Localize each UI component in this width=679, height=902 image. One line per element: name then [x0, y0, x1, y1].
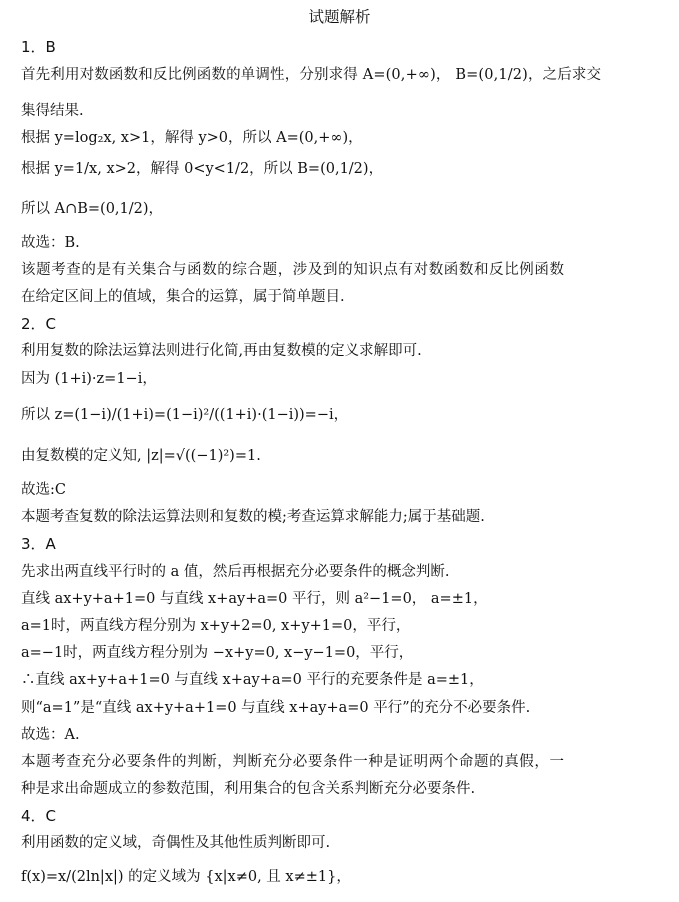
solution-1-comment: 在给定区间上的值域，集合的运算，属于简单题目.: [21, 289, 345, 305]
solution-3-line: 直线 ax+y+a+1=0 与直线 x+ay+a=0 平行，则 a²−1=0， a=±1，: [21, 591, 488, 607]
solution-3-line: 先求出两直线平行时的 a 值，然后再根据充分必要条件的概念判断.: [21, 564, 450, 580]
solution-3-choice: 故选：A.: [21, 727, 80, 743]
solution-3-comment: 本题考查充分必要条件的判断，判断充分必要条件一种是证明两个命题的真假，一: [21, 754, 565, 770]
solution-2-choice: 故选:C: [21, 482, 66, 498]
solution-1-line: 根据 y=log₂x, x>1，解得 y>0，所以 A=(0,+∞)，: [21, 130, 363, 146]
answer-2-heading: 2．C: [21, 315, 57, 333]
solution-3-comment: 种是求出命题成立的参数范围，利用集合的包含关系判断充分必要条件.: [21, 781, 476, 797]
page-title: 试题解析: [308, 8, 371, 26]
solution-4-line: 利用函数的定义域，奇偶性及其他性质判断即可.: [21, 835, 331, 851]
solution-1-comment: 该题考查的是有关集合与函数的综合题，涉及到的知识点有对数函数和反比例函数: [21, 262, 565, 278]
answer-4-heading: 4．C: [21, 807, 57, 825]
solution-3-line: ∴直线 ax+y+a+1=0 与直线 x+ay+a=0 平行的充要条件是 a=±1，: [21, 672, 484, 688]
solution-1-choice: 故选：B.: [21, 235, 80, 251]
solution-3-line: a=−1时，两直线方程分别为 −x+y=0, x−y−1=0，平行，: [21, 645, 414, 661]
answer-1-heading: 1．B: [21, 38, 56, 56]
solution-3-line: 则“a=1”是“直线 ax+y+a+1=0 与直线 x+ay+a=0 平行”的充分不必要条件.: [21, 700, 531, 716]
solution-2-line: 因为 (1+i)·z=1−i，: [21, 371, 157, 387]
solution-2-line: 所以 z=(1−i)/(1+i)=(1−i)²/((1+i)·(1−i))=−i，: [21, 407, 349, 423]
solution-2-line: 利用复数的除法运算法则进行化简,再由复数模的定义求解即可.: [21, 343, 422, 359]
solution-1-line: 根据 y=1/x, x>2，解得 0<y<1/2，所以 B=(0,1/2)，: [21, 161, 384, 177]
solution-1-line: 首先利用对数函数和反比例函数的单调性，分别求得 A=(0,+∞)， B=(0,1/2)，之后求交: [21, 67, 602, 83]
solution-2-line: 由复数模的定义知, |z|=√((−1)²)=1.: [21, 448, 261, 464]
solution-1-line: 集得结果.: [21, 103, 84, 119]
solution-4-line: f(x)=x/(2ln|x|) 的定义域为 {x|x≠0, 且 x≠±1}，: [21, 869, 351, 885]
solution-3-line: a=1时，两直线方程分别为 x+y+2=0, x+y+1=0，平行，: [21, 618, 411, 634]
answer-3-heading: 3．A: [21, 535, 56, 553]
solution-1-line: 所以 A∩B=(0,1/2)，: [21, 201, 164, 217]
solution-2-comment: 本题考查复数的除法运算法则和复数的模;考查运算求解能力;属于基础题.: [21, 509, 485, 525]
